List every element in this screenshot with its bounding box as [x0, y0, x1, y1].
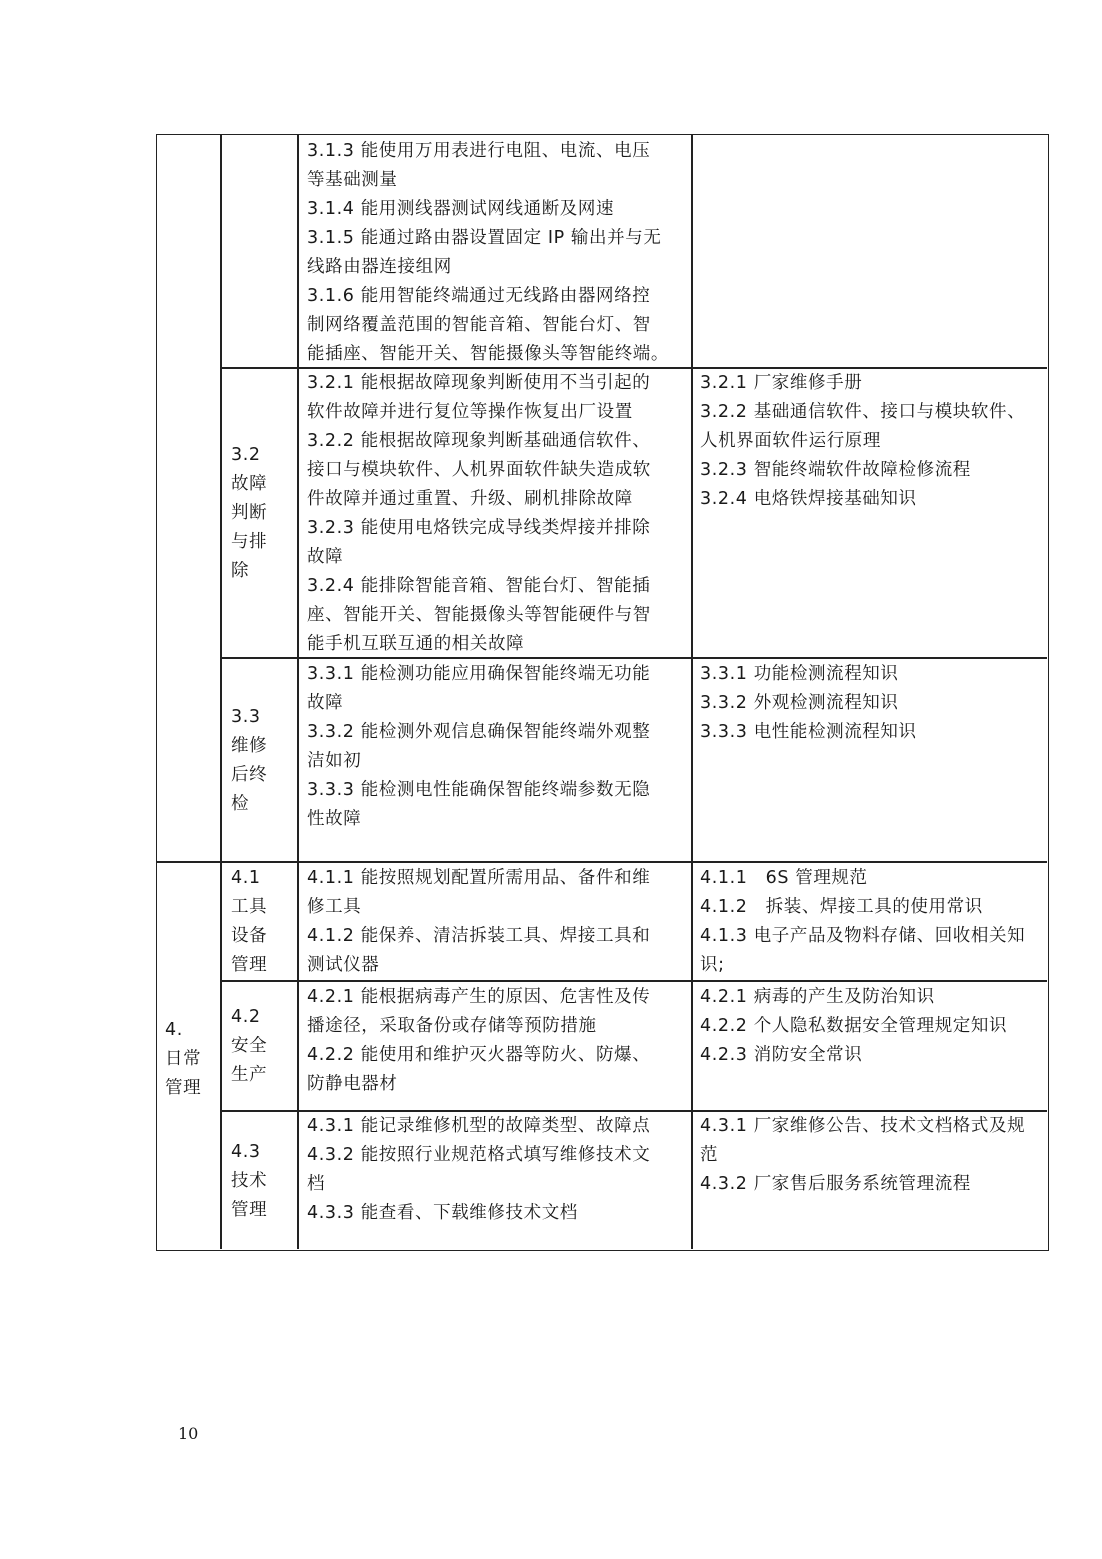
section-label-4: 4. 日常 管理 [165, 1020, 202, 1098]
sub-label-3-3: 3.3 维修 后终 检 [231, 707, 268, 814]
column-divider [691, 135, 693, 1249]
row-divider [220, 980, 1047, 982]
sub-label-4-2: 4.2 安全 生产 [231, 1007, 268, 1085]
knowledge-cell-4-1: 4.1.1 6S 管理规范 4.1.2 拆装、焊接工具的使用常识 4.1.3 电子产品及物料存储、回收相关知 识; [700, 868, 1026, 975]
skills-cell-4-1: 4.1.1 能按照规划配置所需用品、备件和维 修工具 4.1.2 能保养、清洁拆装工具、焊接工具和 测试仪器 [307, 868, 651, 975]
column-divider [220, 135, 222, 1249]
knowledge-cell-4-2: 4.2.1 病毒的产生及防治知识 4.2.2 个人隐私数据安全管理规定知识 4.2.3 消防安全常识 [700, 987, 1008, 1065]
sub-label-4-1: 4.1 工具 设备 管理 [231, 868, 268, 975]
skills-cell-3-2: 3.2.1 能根据故障现象判断使用不当引起的 软件故障并进行复位等操作恢复出厂设置 3.2.2 能根据故障现象判断基础通信软件、 接口与模块软件、人机界面软件缺失造成软 件故障并通过重置、升级、刷机排除故障 3.2.3 能使用电烙铁完成导线类焊接并排除 故障 3.2.4 能排除智能音箱、智能台灯、智能插 座、智能开关、智能摄像头等智能硬件与智 能手机互联互通的相关故障 [307, 373, 651, 654]
page-number: 10 [178, 1424, 199, 1443]
requirements-table [156, 134, 1049, 1251]
skills-cell-3-1: 3.1.3 能使用万用表进行电阻、电流、电压 等基础测量 3.1.4 能用测线器测试网线通断及网速 3.1.5 能通过路由器设置固定 IP 输出并与无 线路由器连接组网 3.1.6 能用智能终端通过无线路由器网络控 制网络覆盖范围的智能音箱、智能台灯、智 能插座、智能开关、智能摄像头等智能终端。 [307, 141, 669, 364]
skills-cell-3-3: 3.3.1 能检测功能应用确保智能终端无功能 故障 3.3.2 能检测外观信息确保智能终端外观整 洁如初 3.3.3 能检测电性能确保智能终端参数无隐 性故障 [307, 664, 651, 829]
sub-label-3-2: 3.2 故障 判断 与排 除 [231, 445, 268, 581]
sub-label-4-3: 4.3 技术 管理 [231, 1142, 268, 1220]
column-divider [297, 135, 299, 1249]
row-divider [157, 861, 1047, 863]
knowledge-cell-3-2: 3.2.1 厂家维修手册 3.2.2 基础通信软件、接口与模块软件、 人机界面软件运行原理 3.2.3 智能终端软件故障检修流程 3.2.4 电烙铁焊接基础知识 [700, 373, 1026, 509]
skills-cell-4-3: 4.3.1 能记录维修机型的故障类型、故障点 4.3.2 能按照行业规范格式填写维修技术文 档 4.3.3 能查看、下载维修技术文档 [307, 1116, 651, 1223]
knowledge-cell-3-3: 3.3.1 功能检测流程知识 3.3.2 外观检测流程知识 3.3.3 电性能检测流程知识 [700, 664, 917, 742]
knowledge-cell-4-3: 4.3.1 厂家维修公告、技术文档格式及规 范 4.3.2 厂家售后服务系统管理流程 [700, 1116, 1026, 1194]
skills-cell-4-2: 4.2.1 能根据病毒产生的原因、危害性及传 播途径，采取备份或存储等预防措施 4.2.2 能使用和维护灭火器等防火、防爆、 防静电器材 [307, 987, 651, 1094]
